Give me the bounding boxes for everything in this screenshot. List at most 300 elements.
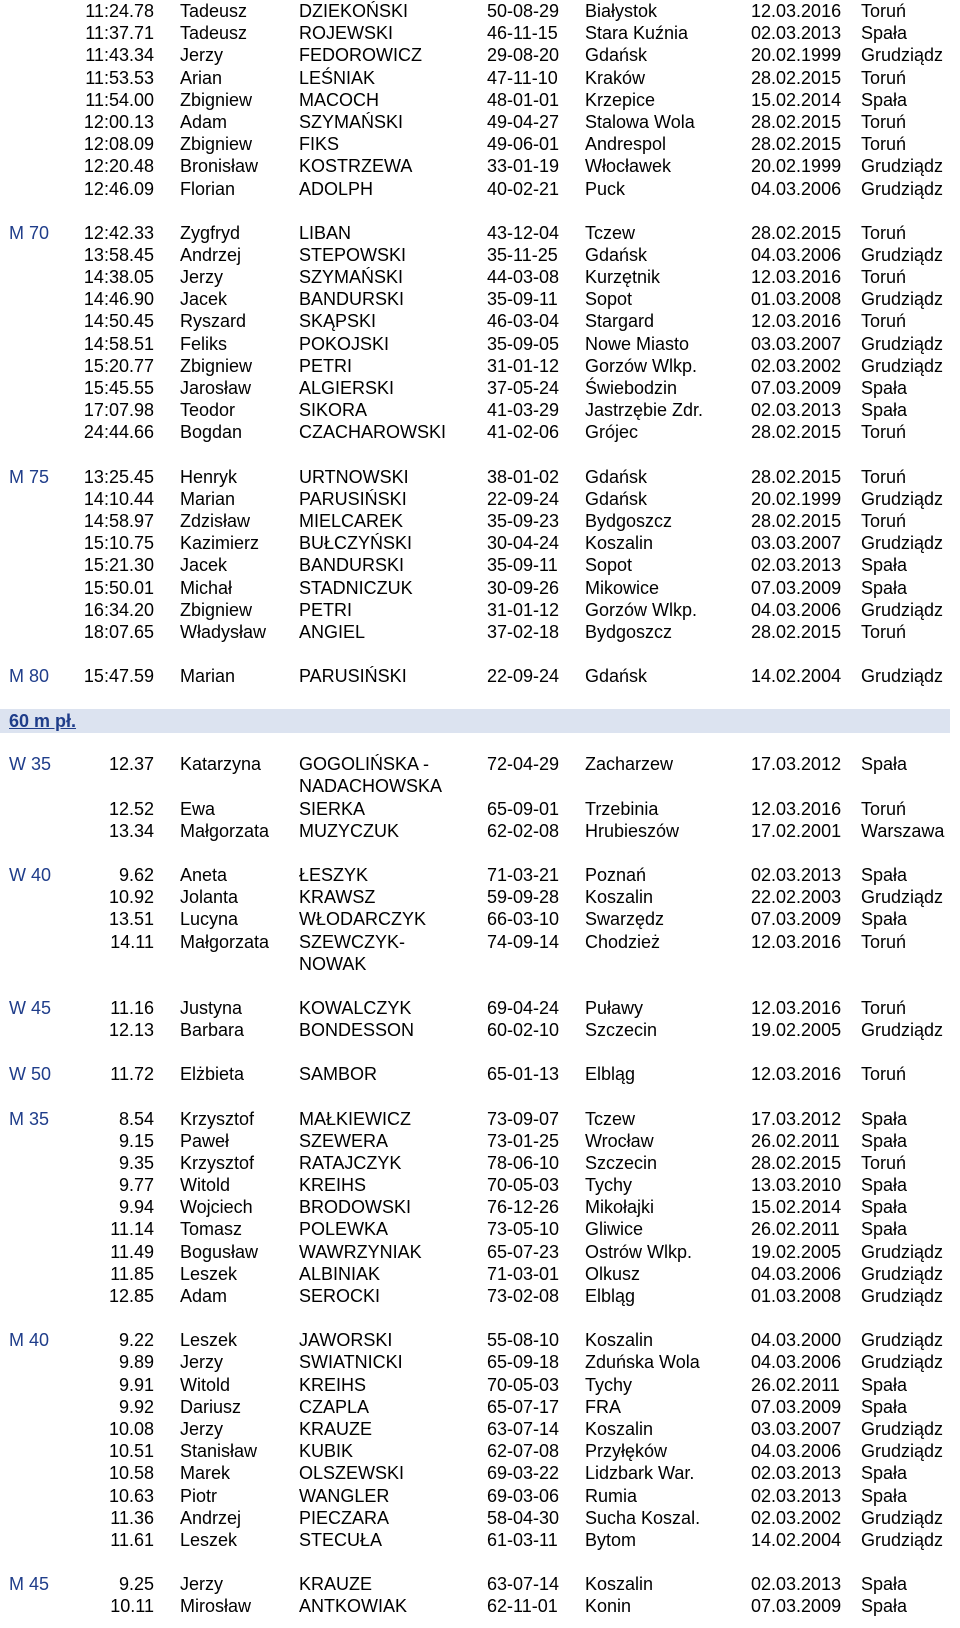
venue: Toruń: [861, 466, 907, 487]
first-name: Aneta: [180, 865, 228, 886]
last-name: MACOCH: [299, 89, 379, 110]
first-name: Bogdan: [180, 422, 243, 443]
result-time: 18:07.65: [83, 621, 154, 642]
club-city: Stargard: [585, 311, 655, 332]
last-name: CZACHAROWSKI: [299, 422, 447, 443]
result-time: 17:07.98: [83, 400, 154, 421]
result-row: [0, 1241, 960, 1263]
result-time: 14.11: [110, 931, 154, 952]
first-name: Marian: [180, 666, 236, 687]
age-category: M 35: [9, 1108, 50, 1129]
result-time: 14:46.90: [83, 289, 154, 310]
club-city: Andrespol: [585, 134, 667, 155]
venue: Spała: [861, 1175, 908, 1196]
event-date: 28.02.2015: [751, 1152, 842, 1173]
last-name: BUŁCZYŃSKI: [299, 533, 413, 554]
birth-date: 31-01-12: [487, 355, 560, 376]
event-date: 04.03.2006: [751, 178, 842, 199]
event-date: 02.03.2013: [751, 23, 842, 44]
result-row: [0, 665, 960, 687]
result-time: 15:21.30: [83, 555, 154, 576]
birth-date: 48-01-01: [487, 89, 560, 110]
result-row: [0, 0, 960, 22]
first-name: Ewa: [180, 798, 216, 819]
first-name: Adam: [180, 1286, 228, 1307]
last-name: MAŁKIEWICZ: [299, 1108, 412, 1129]
club-city: Sopot: [585, 289, 633, 310]
club-city: Bydgoszcz: [585, 621, 673, 642]
result-row: [0, 820, 960, 842]
birth-date: 58-04-30: [487, 1507, 560, 1528]
result-time: 14:58.97: [83, 510, 154, 531]
club-city: Grójec: [585, 422, 639, 443]
age-category: M 70: [9, 222, 50, 243]
birth-date: 41-03-29: [487, 400, 560, 421]
club-city: Białystok: [585, 1, 658, 21]
result-row: [0, 266, 960, 288]
club-city: Kurzętnik: [585, 267, 661, 288]
club-city: Koszalin: [585, 533, 654, 554]
result-row: [0, 178, 960, 200]
first-name: Andrzej: [180, 1507, 242, 1528]
first-name: Leszek: [180, 1330, 238, 1351]
club-city: Puławy: [585, 997, 644, 1018]
venue: Grudziądz: [861, 244, 944, 265]
result-time: 14:50.45: [83, 311, 154, 332]
club-city: Koszalin: [585, 1574, 654, 1595]
result-row: [0, 355, 960, 377]
venue: Grudziądz: [861, 1241, 944, 1262]
result-time: 9.94: [118, 1197, 154, 1218]
birth-date: 78-06-10: [487, 1152, 560, 1173]
result-time: 11:54.00: [85, 89, 154, 110]
birth-date: 46-11-15: [487, 23, 558, 44]
result-row: [0, 510, 960, 532]
club-city: Elbląg: [585, 1064, 636, 1085]
event-date: 12.03.2016: [751, 267, 842, 288]
club-city: Swarzędz: [585, 909, 665, 930]
result-time: 10.63: [108, 1485, 154, 1506]
event-date: 02.03.2013: [751, 1485, 842, 1506]
venue: Grudziądz: [861, 1441, 944, 1462]
venue: Toruń: [861, 621, 907, 642]
birth-date: 29-08-20: [487, 45, 560, 66]
first-name: Jarosław: [180, 378, 252, 398]
event-date: 19.02.2005: [751, 1020, 842, 1041]
first-name: Tadeusz: [180, 23, 248, 44]
birth-date: 72-04-29: [487, 754, 560, 775]
event-date: 02.03.2013: [751, 1463, 842, 1484]
result-row: [0, 1130, 960, 1152]
last-name: ALBINIAK: [299, 1263, 381, 1284]
club-city: Sucha Koszal.: [585, 1507, 701, 1528]
club-city: Mikowice: [585, 577, 660, 598]
venue: Spała: [861, 577, 908, 598]
result-time: 12.37: [108, 754, 154, 775]
event-date: 12.03.2016: [751, 931, 842, 952]
first-name: Jerzy: [180, 267, 224, 288]
last-name: ADOLPH: [299, 178, 374, 199]
venue: Grudziądz: [861, 333, 944, 354]
event-date: 01.03.2008: [751, 289, 842, 310]
result-time: 11.72: [110, 1064, 154, 1085]
event-date: 12.03.2016: [751, 997, 842, 1018]
club-city: Gdańsk: [585, 466, 648, 487]
club-city: Koszalin: [585, 1330, 654, 1351]
birth-date: 41-02-06: [487, 422, 560, 443]
event-date: 26.02.2011: [751, 1130, 840, 1151]
result-row: [0, 466, 960, 488]
result-time: 9.25: [118, 1574, 154, 1595]
club-city: Przyłęków: [585, 1441, 668, 1462]
event-date: 20.02.1999: [751, 156, 842, 177]
last-name: DZIEKOŃSKI: [299, 1, 409, 21]
last-name: LIBAN: [299, 222, 352, 243]
last-name: OLSZEWSKI: [299, 1463, 405, 1484]
first-name: Zdzisław: [180, 510, 251, 531]
event-header: [0, 709, 950, 733]
result-row: [0, 44, 960, 66]
result-row: [0, 798, 960, 820]
event-date: 03.03.2007: [751, 533, 842, 554]
venue: Spała: [861, 1219, 908, 1240]
result-time: 15:20.77: [83, 355, 154, 376]
club-city: Bydgoszcz: [585, 510, 673, 531]
event-date: 28.02.2015: [751, 111, 842, 132]
event-title: 60 m pł.: [9, 711, 77, 732]
birth-date: 43-12-04: [487, 222, 560, 243]
club-city: Tczew: [585, 1108, 636, 1129]
first-name: Wojciech: [180, 1197, 253, 1218]
result-row: [0, 753, 960, 797]
result-time: 13:58.45: [83, 244, 154, 265]
last-name: BRODOWSKI: [299, 1197, 412, 1218]
venue: Grudziądz: [861, 887, 944, 908]
birth-date: 37-02-18: [487, 621, 560, 642]
first-name: Ryszard: [180, 311, 247, 332]
venue: Spała: [861, 1396, 908, 1417]
event-date: 04.03.2006: [751, 1441, 842, 1462]
result-time: 10.58: [108, 1463, 154, 1484]
result-time: 11:43.34: [85, 45, 154, 66]
result-row: [0, 1440, 960, 1462]
result-row: [0, 89, 960, 111]
first-name: Kazimierz: [180, 533, 260, 554]
venue: Grudziądz: [861, 1330, 944, 1351]
venue: Grudziądz: [861, 1286, 944, 1307]
event-date: 03.03.2007: [751, 333, 842, 354]
last-name: LEŚNIAK: [299, 67, 376, 88]
age-category: W 50: [9, 1064, 52, 1085]
event-date: 04.03.2006: [751, 1352, 842, 1373]
birth-date: 47-11-10: [487, 67, 558, 88]
birth-date: 62-11-01: [487, 1596, 558, 1617]
result-row: [0, 22, 960, 44]
club-city: Włocławek: [585, 156, 672, 177]
result-row: [0, 931, 960, 975]
club-city: Gdańsk: [585, 666, 648, 687]
birth-date: 65-01-13: [487, 1064, 560, 1085]
result-row: [0, 1418, 960, 1440]
last-name: ALGIERSKI: [299, 378, 395, 398]
result-row: [0, 1396, 960, 1418]
last-name: PETRI: [299, 355, 353, 376]
event-date: 14.02.2004: [751, 1529, 842, 1550]
event-date: 28.02.2015: [751, 134, 842, 155]
first-name: Zbigniew: [180, 355, 253, 376]
venue: Toruń: [861, 798, 907, 819]
result-row: [0, 67, 960, 89]
venue: Spała: [861, 1130, 908, 1151]
venue: Grudziądz: [861, 289, 944, 310]
event-date: 15.02.2014: [751, 1197, 842, 1218]
result-time: 10.92: [108, 887, 154, 908]
first-name: Andrzej: [180, 244, 242, 265]
age-category: M 80: [9, 666, 50, 687]
result-row: [0, 288, 960, 310]
club-city: Jastrzębie Zdr.: [585, 400, 704, 421]
event-date: 04.03.2000: [751, 1330, 842, 1351]
result-row: [0, 1108, 960, 1130]
venue: Toruń: [861, 222, 907, 243]
event-date: 07.03.2009: [751, 909, 842, 930]
last-name: URTNOWSKI: [299, 466, 409, 487]
venue: Toruń: [861, 1152, 907, 1173]
club-city: Tczew: [585, 222, 636, 243]
first-name: Adam: [180, 111, 228, 132]
club-city: Gliwice: [585, 1219, 644, 1240]
birth-date: 65-09-01: [487, 798, 560, 819]
birth-date: 31-01-12: [487, 599, 560, 620]
last-name: WAWRZYNIAK: [299, 1241, 422, 1262]
venue: Toruń: [861, 931, 907, 952]
birth-date: 30-09-26: [487, 577, 560, 598]
last-name: ŁESZYK: [299, 865, 369, 886]
event-date: 04.03.2006: [751, 244, 842, 265]
result-row: [0, 864, 960, 886]
venue: Spała: [861, 23, 908, 44]
birth-date: 35-11-25: [487, 244, 558, 265]
venue: Spała: [861, 1596, 908, 1617]
birth-date: 50-08-29: [487, 1, 560, 21]
club-city: Gdańsk: [585, 45, 648, 66]
first-name: Marian: [180, 488, 236, 509]
first-name: Tomasz: [180, 1219, 243, 1240]
birth-date: 66-03-10: [487, 909, 560, 930]
venue: Toruń: [861, 67, 907, 88]
birth-date: 69-03-22: [487, 1463, 560, 1484]
club-city: Hrubieszów: [585, 820, 680, 841]
event-date: 15.02.2014: [751, 89, 842, 110]
venue: Toruń: [861, 1064, 907, 1085]
event-date: 28.02.2015: [751, 621, 842, 642]
club-city: Świebodzin: [585, 378, 678, 398]
club-city: Zacharzew: [585, 754, 674, 775]
event-date: 13.03.2010: [751, 1175, 842, 1196]
birth-date: 49-04-27: [487, 111, 560, 132]
result-time: 10.11: [110, 1596, 154, 1617]
first-name: Jacek: [180, 289, 228, 310]
last-name: KUBIK: [299, 1441, 354, 1462]
club-city: Poznań: [585, 865, 647, 886]
club-city: Szczecin: [585, 1020, 658, 1041]
result-time: 15:50.01: [83, 577, 154, 598]
first-name: Marek: [180, 1463, 231, 1484]
event-date: 01.03.2008: [751, 1286, 842, 1307]
result-row: [0, 1218, 960, 1240]
first-name: Małgorzata: [180, 931, 270, 952]
event-date: 02.03.2002: [751, 1507, 842, 1528]
club-city: Stara Kuźnia: [585, 23, 689, 44]
club-city: Mikołajki: [585, 1197, 655, 1218]
first-name: Piotr: [180, 1485, 218, 1506]
birth-date: 69-03-06: [487, 1485, 560, 1506]
birth-date: 46-03-04: [487, 311, 560, 332]
result-row: [0, 310, 960, 332]
club-city: Kraków: [585, 67, 646, 88]
event-date: 07.03.2009: [751, 577, 842, 598]
venue: Toruń: [861, 267, 907, 288]
first-name: Lucyna: [180, 909, 239, 930]
club-city: Koszalin: [585, 1418, 654, 1439]
last-name: KOSTRZEWA: [299, 156, 413, 177]
last-name: KREIHS: [299, 1175, 367, 1196]
venue: Spała: [861, 89, 908, 110]
venue: Spała: [861, 1108, 908, 1129]
first-name: Teodor: [180, 400, 236, 421]
first-name: Justyna: [180, 997, 243, 1018]
venue: Toruń: [861, 997, 907, 1018]
result-row: [0, 133, 960, 155]
first-name: Bogusław: [180, 1241, 259, 1262]
club-city: Konin: [585, 1596, 632, 1617]
result-row: [0, 1462, 960, 1484]
last-name: BONDESSON: [299, 1020, 415, 1041]
age-category: M 75: [9, 466, 50, 487]
last-name: SZEWERA: [299, 1130, 389, 1151]
first-name: Henryk: [180, 466, 238, 487]
birth-date: 63-07-14: [487, 1574, 560, 1595]
club-city: Puck: [585, 178, 626, 199]
birth-date: 62-07-08: [487, 1441, 560, 1462]
venue: Toruń: [861, 1, 907, 21]
result-row: [0, 532, 960, 554]
result-time: 11.85: [110, 1263, 154, 1284]
event-date: 02.03.2002: [751, 355, 842, 376]
club-city: Chodzież: [585, 931, 661, 952]
venue: Spała: [861, 865, 908, 886]
event-date: 02.03.2013: [751, 865, 842, 886]
club-city: Gdańsk: [585, 244, 648, 265]
first-name: Jolanta: [180, 887, 239, 908]
result-time: 12.85: [108, 1286, 154, 1307]
result-row: [0, 599, 960, 621]
birth-date: 74-09-14: [487, 931, 560, 952]
birth-date: 62-02-08: [487, 820, 560, 841]
birth-date: 37-05-24: [487, 378, 560, 398]
event-date: 19.02.2005: [751, 1241, 842, 1262]
first-name: Leszek: [180, 1263, 238, 1284]
result-row: [0, 554, 960, 576]
result-time: 9.92: [118, 1396, 154, 1417]
first-name: Zygfryd: [180, 222, 241, 243]
result-time: 10.51: [108, 1441, 154, 1462]
club-city: Olkusz: [585, 1263, 641, 1284]
birth-date: 35-09-11: [487, 289, 558, 310]
last-name: GOGOLIŃSKA - NADACHOWSKA: [299, 754, 443, 797]
last-name: KRAWSZ: [299, 887, 376, 908]
event-date: 12.03.2016: [751, 1064, 842, 1085]
birth-date: 65-09-18: [487, 1352, 560, 1373]
result-row: [0, 377, 960, 399]
event-date: 07.03.2009: [751, 1396, 842, 1417]
event-date: 20.02.1999: [751, 488, 842, 509]
event-date: 07.03.2009: [751, 1596, 842, 1617]
first-name: Jacek: [180, 555, 228, 576]
result-time: 11.16: [110, 997, 154, 1018]
birth-date: 33-01-19: [487, 156, 560, 177]
birth-date: 73-09-07: [487, 1108, 560, 1129]
venue: Spała: [861, 400, 908, 421]
birth-date: 49-06-01: [487, 134, 560, 155]
venue: Toruń: [861, 510, 907, 531]
venue: Spała: [861, 1463, 908, 1484]
first-name: Dariusz: [180, 1396, 242, 1417]
venue: Toruń: [861, 422, 907, 443]
birth-date: 44-03-08: [487, 267, 560, 288]
birth-date: 69-04-24: [487, 997, 560, 1018]
result-time: 8.54: [118, 1108, 154, 1129]
birth-date: 22-09-24: [487, 666, 560, 687]
last-name: PARUSIŃSKI: [299, 666, 407, 687]
last-name: WŁODARCZYK: [299, 909, 427, 930]
venue: Toruń: [861, 111, 907, 132]
first-name: Michał: [180, 577, 233, 598]
birth-date: 65-07-23: [487, 1241, 560, 1262]
birth-date: 63-07-14: [487, 1418, 560, 1439]
result-time: 9.89: [118, 1352, 154, 1373]
last-name: WANGLER: [299, 1485, 390, 1506]
event-date: 02.03.2013: [751, 555, 842, 576]
event-date: 12.03.2016: [751, 798, 842, 819]
last-name: ANTKOWIAK: [299, 1596, 408, 1617]
club-city: Lidzbark War.: [585, 1463, 695, 1484]
last-name: SEROCKI: [299, 1286, 381, 1307]
result-row: [0, 1573, 960, 1595]
first-name: Barbara: [180, 1020, 245, 1041]
result-row: [0, 155, 960, 177]
club-city: Elbląg: [585, 1286, 636, 1307]
venue: Spała: [861, 1374, 908, 1395]
result-time: 9.77: [118, 1175, 154, 1196]
event-date: 20.02.1999: [751, 45, 842, 66]
result-row: [0, 1507, 960, 1529]
club-city: Gorzów Wlkp.: [585, 599, 698, 620]
result-row: [0, 997, 960, 1019]
event-date: 12.03.2016: [751, 1, 842, 21]
last-name: SWIATNICKI: [299, 1352, 403, 1373]
event-date: 26.02.2011: [751, 1219, 840, 1240]
first-name: Bronisław: [180, 156, 259, 177]
result-row: [0, 908, 960, 930]
result-row: [0, 1351, 960, 1373]
venue: Grudziądz: [861, 488, 944, 509]
result-time: 16:34.20: [83, 599, 154, 620]
result-row: [0, 1019, 960, 1041]
result-time: 12:42.33: [83, 222, 154, 243]
result-time: 12.13: [108, 1020, 154, 1041]
last-name: SIERKA: [299, 798, 366, 819]
